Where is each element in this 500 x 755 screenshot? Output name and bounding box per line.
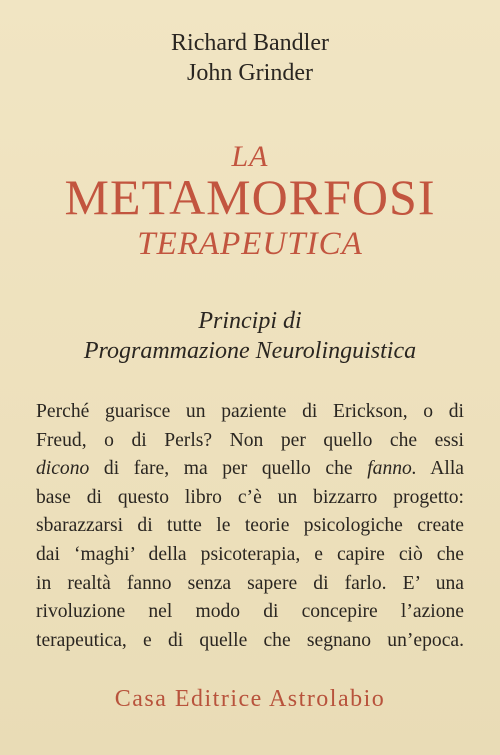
blurb-line: [36, 455, 464, 484]
blurb-text: Alla: [416, 458, 464, 480]
blurb-text: di fare, ma per quello che: [89, 458, 368, 480]
subtitle-line: Principi di: [198, 308, 302, 334]
blurb-line: in realtà fanno senza sapere di farlo. E’ una: [36, 572, 464, 594]
blurb-emphasis: fanno.: [367, 458, 417, 480]
title-prefix: LA: [231, 140, 269, 173]
subtitle-line: Programmazione Neurolinguistica: [83, 338, 417, 364]
blurb-emphasis: dicono: [36, 458, 90, 480]
author-name: Richard Bandler: [171, 30, 329, 56]
blurb-line: dai ‘maghi’ della psicoterapia, e capire ciò che: [36, 543, 464, 565]
subtitle: [0, 306, 500, 366]
blurb-paragraph: [36, 398, 464, 655]
title-main: METAMORFOSI: [64, 169, 436, 225]
blurb-line: base di questo libro c’è un bizzarro progetto:: [36, 486, 464, 508]
authors: [0, 28, 500, 88]
blurb-line: sbarazzarsi di tutte le teorie psicologiche create: [36, 515, 464, 537]
blurb-line: terapeutica, e di quelle che segnano un’epoca.: [36, 629, 464, 651]
author-name: John Grinder: [187, 60, 313, 86]
title-sub: TERAPEUTICA: [137, 226, 363, 262]
blurb-line: Freud, o di Perls? Non per quello che essi: [36, 429, 464, 451]
blurb-line: Perché guarisce un paziente di Erickson, o di: [36, 401, 464, 422]
publisher-name: Casa Editrice Astrolabio: [114, 686, 386, 712]
blurb-line: rivoluzione nel modo di concepire l’azione: [36, 601, 464, 623]
